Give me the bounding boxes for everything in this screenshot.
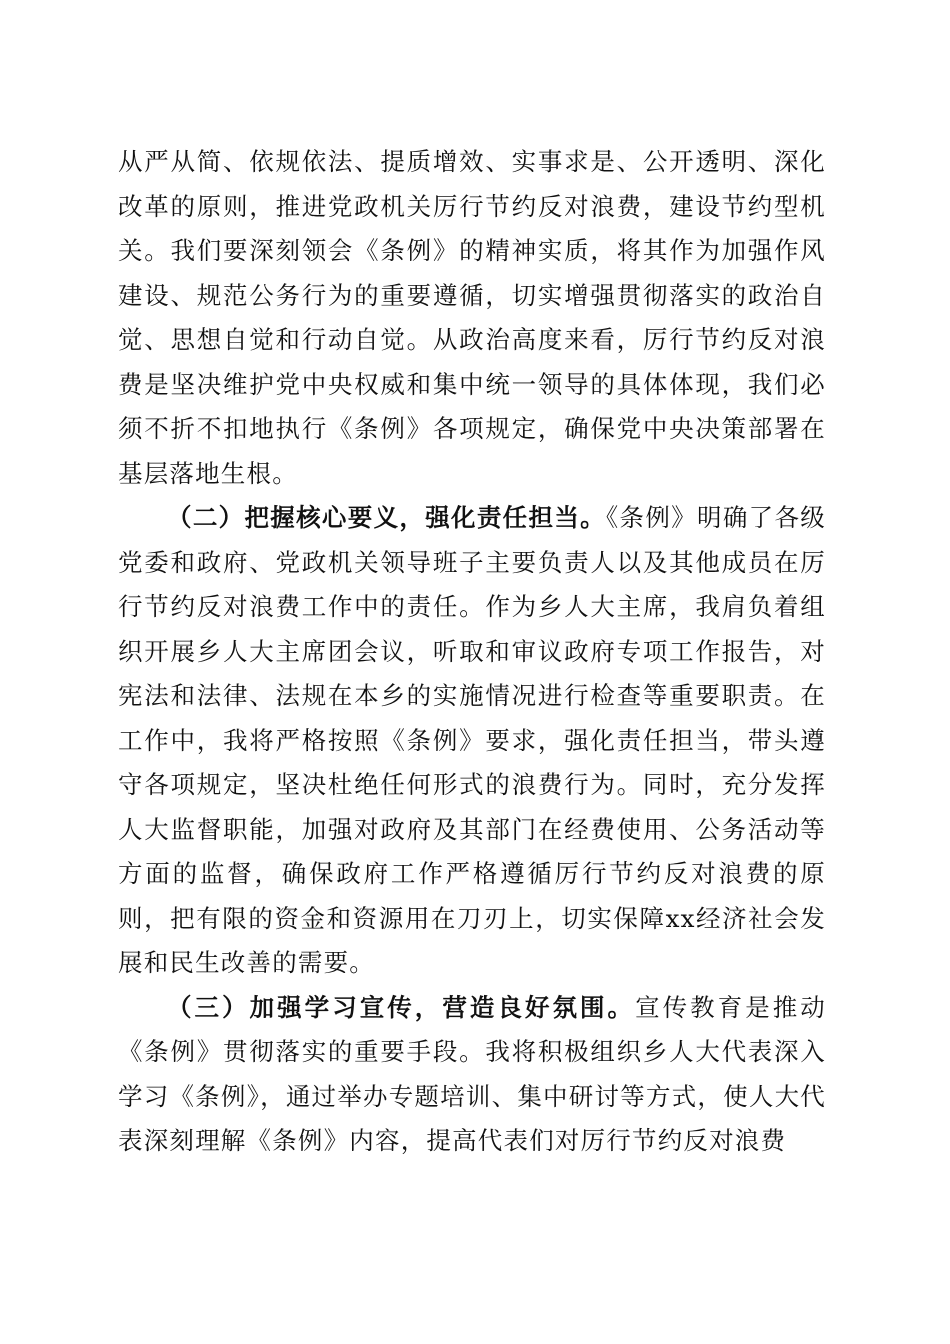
- section-2-body: 《条例》明确了各级党委和政府、党政机关领导班子主要负责人以及其他成员在厉行节约反对浪费工作中的责任。作为乡人大主席，我肩负着组织开展乡人大主席团会议，听取和审议政府专项工作报告，对宪法和法律、法规在本乡的实施情况进行检查等重要职责。在工作中，我将严格按照《条例》要求，强化责任担当，带头遵守各项规定，坚决杜绝任何形式的浪费行为。同时，充分发挥人大监督职能，加强对政府及其部门在经费使用、公务活动等方面的监督，确保政府工作严格遵循厉行节约反对浪费的原则，把有限的资金和资源用在刀刃上，切实保障xx经济社会发展和民生改善的需要。: [118, 503, 826, 977]
- section-2-heading: （二）把握核心要义，强化责任担当。: [167, 503, 606, 532]
- section-3-paragraph: [118, 986, 826, 1164]
- section-3-heading: （三）加强学习宣传，营造良好氛围。: [167, 992, 636, 1022]
- section-3-body: 宣传教育是推动《条例》贯彻落实的重要手段。我将积极组织乡人大代表深入学习《条例》，通过举办专题培训、集中研讨等方式，使人大代表深刻理解《条例》内容，提高代表们对厉行节约反对浪费: [118, 992, 826, 1155]
- section-2-paragraph: [118, 496, 826, 986]
- document-body: [118, 140, 826, 1164]
- paragraph-continuation: 从严从简、依规依法、提质增效、实事求是、公开透明、深化改革的原则，推进党政机关厉行节约反对浪费，建设节约型机关。我们要深刻领会《条例》的精神实质，将其作为加强作风建设、规范公务行为的重要遵循，切实增强贯彻落实的政治自觉、思想自觉和行动自觉。从政治高度来看，厉行节约反对浪费是坚决维护党中央权威和集中统一领导的具体体现，我们必须不折不扣地执行《条例》各项规定，确保党中央决策部署在基层落地生根。: [118, 147, 826, 488]
